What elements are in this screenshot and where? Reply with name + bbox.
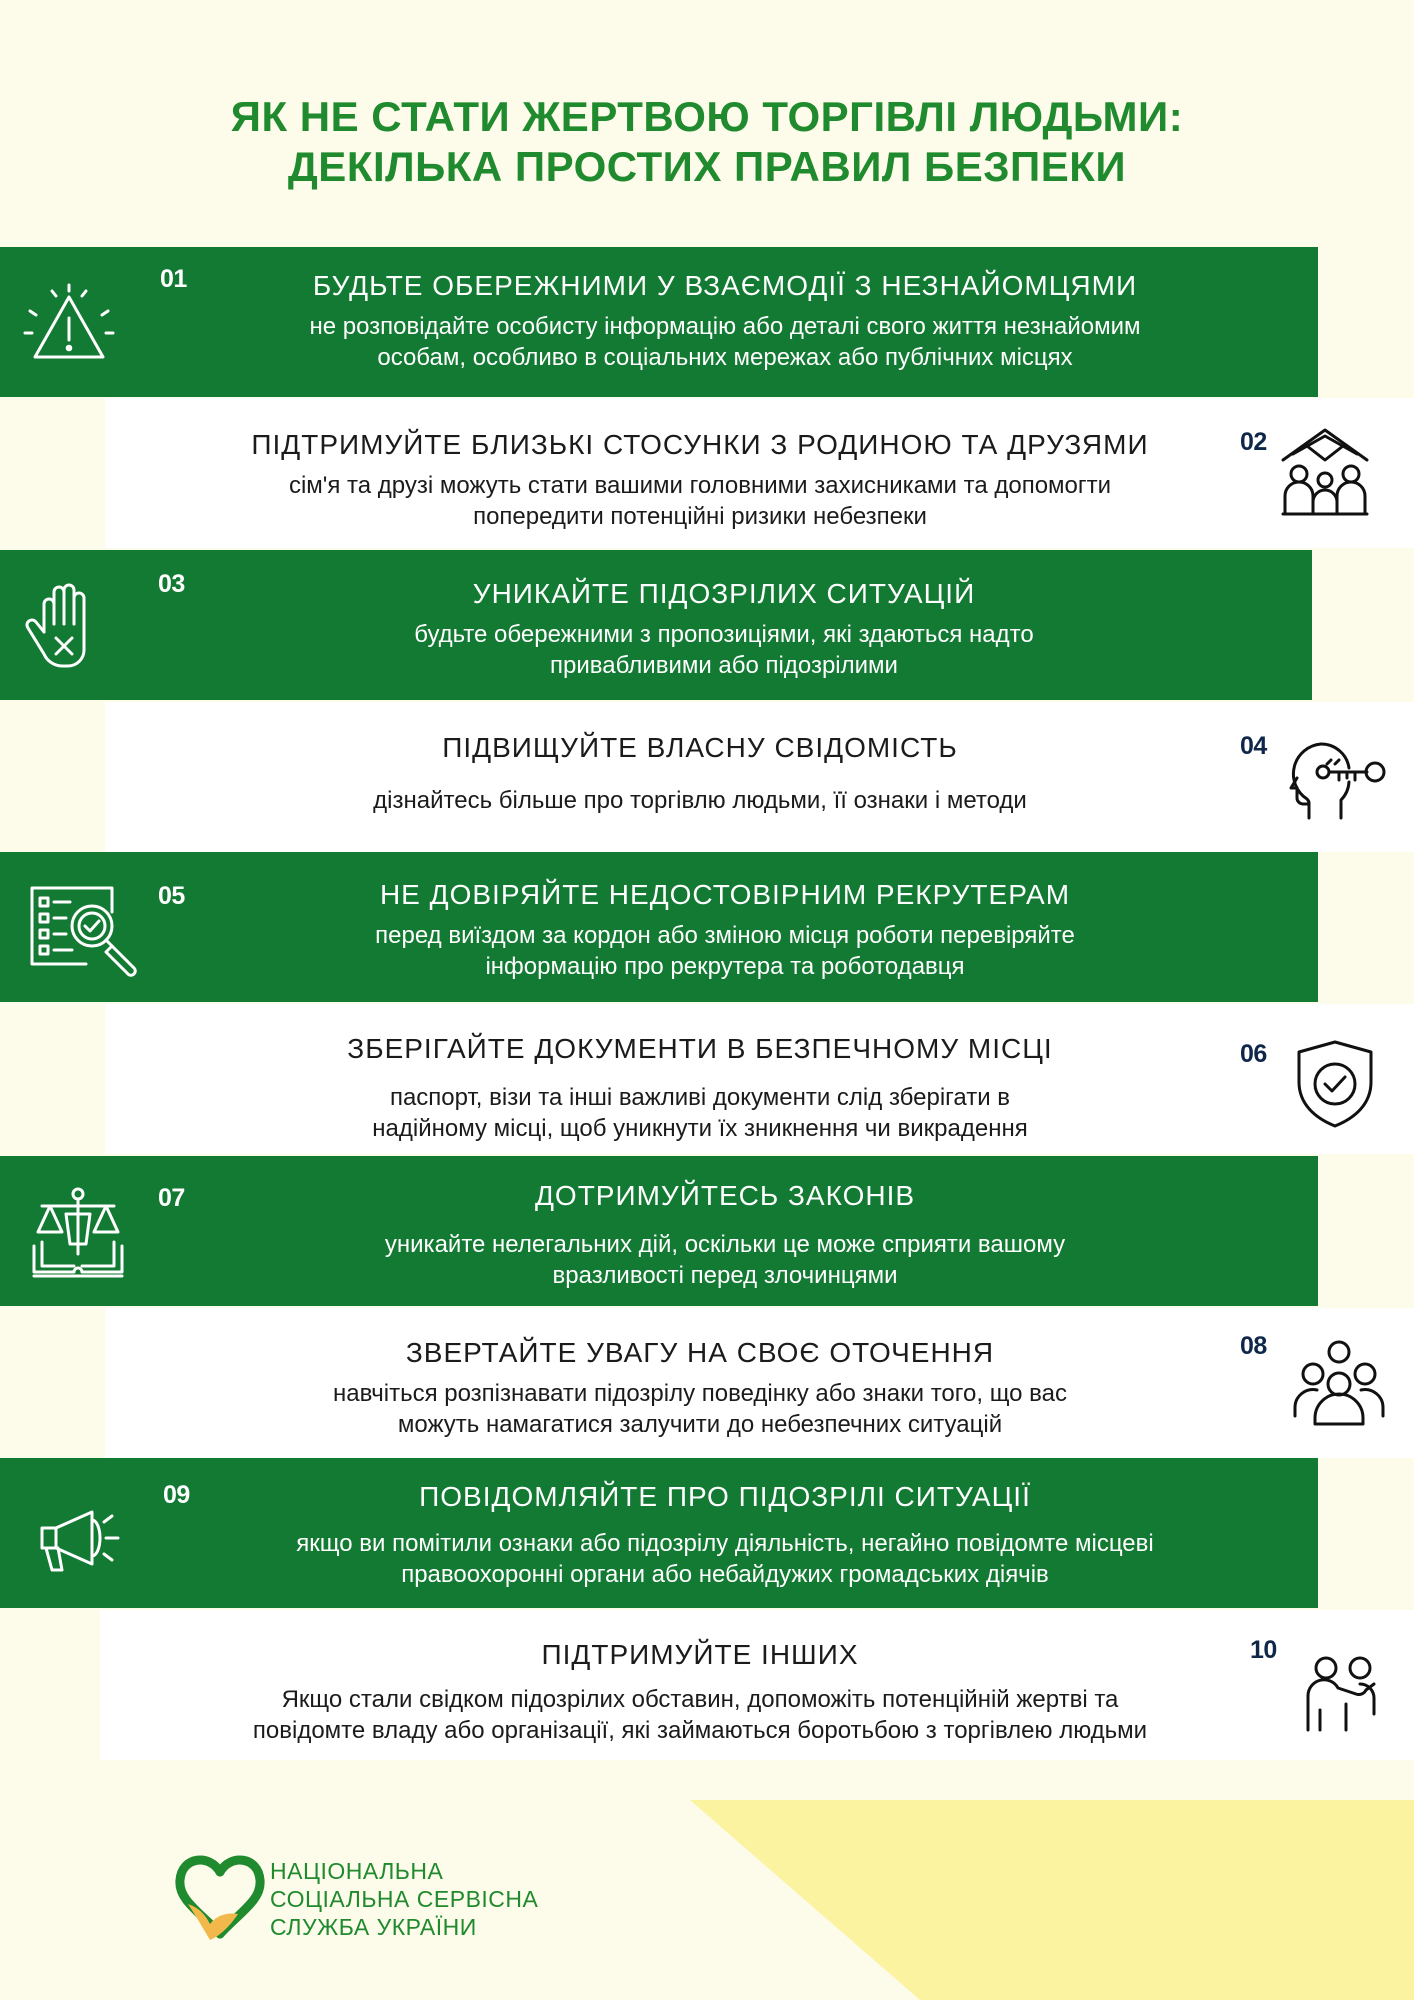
rule-description-line: сім'я та друзі можуть стати вашими головними захисниками та допомогти xyxy=(288,472,1112,499)
support-person-icon xyxy=(1298,1654,1388,1734)
rule-description-line: паспорт, візи та інші важливі документи слід зберігати в xyxy=(389,1084,1011,1111)
stop-hand-icon xyxy=(24,582,108,672)
rule-description-line: вразливості перед злочинцями xyxy=(552,1262,898,1289)
rule-row-03 xyxy=(0,550,1312,700)
head-key-icon xyxy=(1283,738,1387,822)
rule-description-line: не розповідайте особисту інформацію або деталі свого життя незнайомим xyxy=(309,313,1141,340)
warning-icon xyxy=(22,283,116,363)
rule-description xyxy=(195,470,1205,532)
rule-row-09 xyxy=(0,1458,1318,1608)
justice-scales-icon xyxy=(30,1184,126,1280)
rule-row-07 xyxy=(0,1156,1318,1306)
rule-number: 09 xyxy=(163,1481,190,1509)
rule-description-line: якщо ви помітили ознаки або підозрілу діяльність, негайно повідомте місцеві xyxy=(296,1530,1154,1557)
rule-description-line: дізнайтесь більше про торгівлю людьми, її ознаки і методи xyxy=(373,787,1027,814)
rule-heading: ДОТРИМУЙТЕСЬ ЗАКОНІВ xyxy=(534,1180,916,1211)
checklist-magnifier-icon xyxy=(28,882,144,978)
title-line-1: ЯК НЕ СТАТИ ЖЕРТВОЮ ТОРГІВЛІ ЛЮДЬМИ: xyxy=(230,93,1184,140)
rule-number: 06 xyxy=(1240,1040,1267,1068)
rule-heading: УНИКАЙТЕ ПІДОЗРІЛИХ СИТУАЦІЙ xyxy=(472,578,976,609)
org-name-line: СЛУЖБА УКРАЇНИ xyxy=(270,1914,477,1940)
rule-heading: ПІДТРИМУЙТЕ ІНШИХ xyxy=(541,1639,859,1670)
rule-description xyxy=(190,1229,1260,1291)
rule-description-line: можуть намагатися залучити до небезпечних ситуацій xyxy=(397,1411,1003,1438)
rule-description-line: попередити потенційні ризики небезпеки xyxy=(473,503,927,530)
rule-row-01 xyxy=(0,247,1318,397)
rule-description xyxy=(160,1684,1240,1746)
heart-hand-logo xyxy=(170,1848,270,1948)
rule-heading: ПОВІДОМЛЯЙТЕ ПРО ПІДОЗРІЛІ СИТУАЦІЇ xyxy=(419,1481,1031,1512)
megaphone-icon xyxy=(38,1506,134,1576)
organization-name xyxy=(270,1857,538,1941)
rule-description-line: будьте обережними з пропозиціями, які здаються надто xyxy=(414,621,1034,648)
group-people-icon xyxy=(1291,1338,1387,1428)
page-title xyxy=(0,92,1414,192)
rule-description xyxy=(190,920,1260,982)
rule-number: 10 xyxy=(1250,1636,1277,1664)
rule-description-line: Якщо стали свідком підозрілих обставин, допоможіть потенційній жертві та xyxy=(281,1686,1119,1713)
rule-description xyxy=(190,619,1258,681)
rule-description xyxy=(195,1082,1205,1144)
rule-heading: ПІДТРИМУЙТЕ БЛИЗЬКІ СТОСУНКИ З РОДИНОЮ ТА ДРУЗЯМИ xyxy=(251,429,1149,460)
rule-row-02 xyxy=(105,398,1414,548)
rule-heading: ЗВЕРТАЙТЕ УВАГУ НА СВОЄ ОТОЧЕННЯ xyxy=(405,1337,995,1368)
rule-heading: ПІДВИЩУЙТЕ ВЛАСНУ СВІДОМІСТЬ xyxy=(442,732,958,763)
rule-number: 01 xyxy=(160,265,187,293)
rule-number: 04 xyxy=(1240,732,1267,760)
shield-check-icon xyxy=(1295,1038,1375,1130)
rule-row-10 xyxy=(100,1610,1414,1760)
rule-heading: БУДЬТЕ ОБЕРЕЖНИМИ У ВЗАЄМОДІЇ З НЕЗНАЙОМЦЯМИ xyxy=(312,270,1138,301)
rule-description xyxy=(185,1528,1265,1590)
org-name-line: СОЦІАЛЬНА СЕРВІСНА xyxy=(270,1886,539,1912)
rule-number: 03 xyxy=(158,570,185,598)
rule-description-line: перед виїздом за кордон або зміною місця роботи перевіряйте xyxy=(375,922,1075,949)
rule-row-06 xyxy=(105,1004,1414,1154)
rule-description xyxy=(190,311,1260,373)
rule-row-05 xyxy=(0,852,1318,1002)
rule-description xyxy=(195,1378,1205,1440)
rule-number: 07 xyxy=(158,1184,185,1212)
title-line-2: ДЕКІЛЬКА ПРОСТИХ ПРАВИЛ БЕЗПЕКИ xyxy=(287,143,1127,190)
rule-description-line: правоохоронні органи або небайдужих громадських діячів xyxy=(401,1561,1049,1588)
rule-row-04 xyxy=(105,702,1414,852)
family-house-icon xyxy=(1277,424,1373,520)
rule-number: 05 xyxy=(158,882,185,910)
rule-number: 02 xyxy=(1240,428,1267,456)
rule-description-line: інформацію про рекрутера та роботодавця xyxy=(485,953,965,980)
rule-description-line: надійному місці, щоб уникнути їх зникнення чи викрадення xyxy=(372,1115,1028,1142)
rule-heading: ЗБЕРІГАЙТЕ ДОКУМЕНТИ В БЕЗПЕЧНОМУ МІСЦІ xyxy=(347,1033,1053,1064)
rule-description-line: навчіться розпізнавати підозрілу поведінку або знаки того, що вас xyxy=(332,1380,1068,1407)
rule-description-line: уникайте нелегальних дій, оскільки це може сприяти вашому xyxy=(384,1231,1066,1258)
rule-row-08 xyxy=(105,1308,1414,1458)
rule-description xyxy=(195,785,1205,816)
rule-description-line: привабливими або підозрілими xyxy=(550,652,898,679)
rule-number: 08 xyxy=(1240,1332,1267,1360)
org-name-line: НАЦІОНАЛЬНА xyxy=(270,1858,444,1884)
rule-description-line: особам, особливо в соціальних мережах або публічних місцях xyxy=(377,344,1073,371)
rule-heading: НЕ ДОВІРЯЙТЕ НЕДОСТОВІРНИМ РЕКРУТЕРАМ xyxy=(379,879,1071,910)
rule-description-line: повідомте владу або організації, які займаються боротьбою з торгівлею людьми xyxy=(252,1717,1148,1744)
